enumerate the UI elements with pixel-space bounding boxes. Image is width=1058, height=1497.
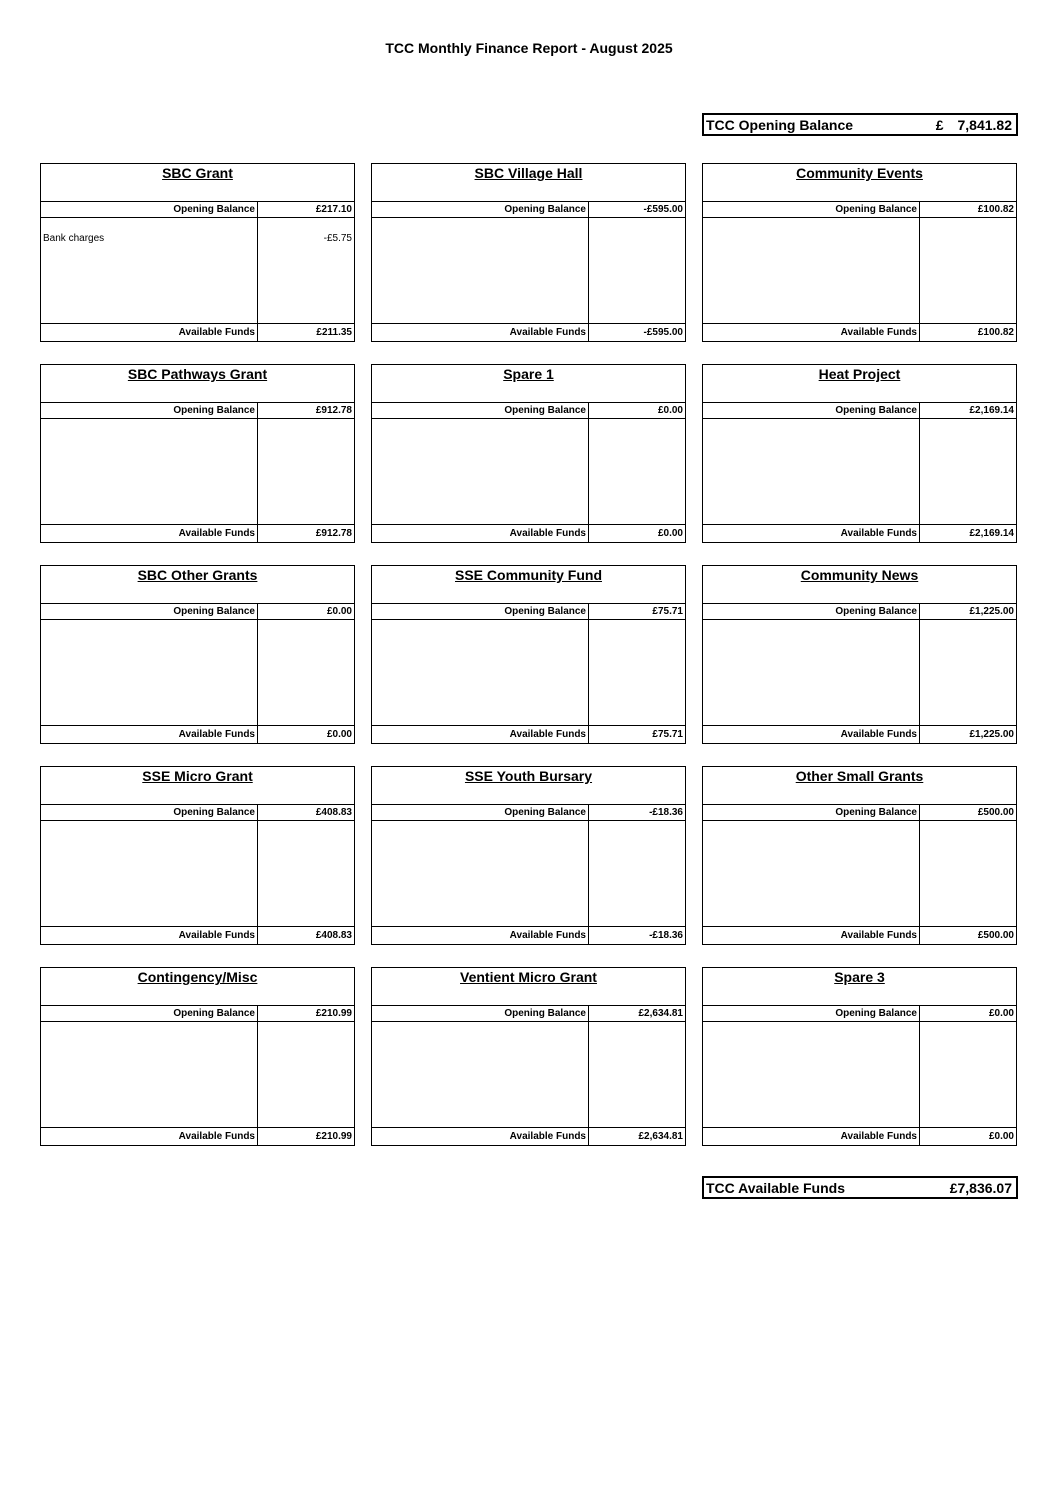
available-funds-value: £75.71: [652, 729, 683, 740]
fund-title: SSE Micro Grant: [41, 767, 354, 805]
available-funds-row: [703, 324, 1016, 341]
fund-panel: [40, 163, 355, 342]
fund-title: SSE Youth Bursary: [372, 767, 685, 805]
fund-title: SBC Grant: [41, 164, 354, 202]
opening-balance-label: Opening Balance: [41, 403, 258, 418]
available-funds-label: Available Funds: [703, 726, 920, 743]
available-funds-value: £7,836.07: [949, 1179, 1012, 1196]
transaction-descriptions: [41, 218, 258, 323]
available-funds-label: Available Funds: [703, 525, 920, 542]
fund-title: Contingency/Misc: [41, 968, 354, 1006]
available-funds-row: [703, 1128, 1016, 1145]
opening-balance-row: [372, 202, 685, 218]
transaction-amounts: [920, 419, 1016, 524]
opening-balance-row: [41, 202, 354, 218]
opening-balance-row: [703, 403, 1016, 419]
available-funds-value: £408.83: [315, 930, 352, 941]
opening-balance-value: £408.83: [315, 807, 352, 818]
fund-title: Community Events: [703, 164, 1016, 202]
transactions-area: [703, 620, 1016, 726]
transactions-area: [41, 1022, 354, 1128]
available-funds-value: £100.82: [977, 327, 1014, 338]
available-funds-value: £0.00: [988, 1131, 1014, 1142]
tcc-opening-balance: [702, 113, 1018, 136]
fund-title: SBC Village Hall: [372, 164, 685, 202]
fund-title: SSE Community Fund: [372, 566, 685, 604]
available-funds-label: Available Funds: [372, 726, 589, 743]
available-funds-row: [703, 726, 1016, 743]
fund-panel: [371, 565, 686, 744]
tcc-available-funds: [702, 1176, 1018, 1199]
transaction-amount: -£5.75: [323, 233, 352, 244]
available-funds-row: [372, 324, 685, 341]
transaction-amounts: [589, 620, 685, 725]
opening-balance-row: [41, 805, 354, 821]
opening-balance-row: [703, 805, 1016, 821]
transaction-amounts: [589, 419, 685, 524]
transactions-area: [703, 218, 1016, 324]
opening-balance-value: £1,225.00: [969, 606, 1014, 617]
transaction-descriptions: [41, 620, 258, 725]
available-funds-row: [372, 1128, 685, 1145]
fund-panel: [371, 766, 686, 945]
transactions-area: [703, 419, 1016, 525]
transaction-amounts: [258, 821, 354, 926]
available-funds-value: £1,225.00: [969, 729, 1014, 740]
opening-balance-label: Opening Balance: [372, 202, 589, 217]
transaction-descriptions: [703, 620, 920, 725]
fund-panel: [371, 163, 686, 342]
opening-balance-label: Opening Balance: [703, 403, 920, 418]
fund-panel: [40, 967, 355, 1146]
opening-balance-row: [41, 403, 354, 419]
fund-panel: [702, 364, 1017, 543]
opening-balance-row: [41, 1006, 354, 1022]
opening-balance-label: Opening Balance: [372, 1006, 589, 1021]
transaction-descriptions: [703, 821, 920, 926]
available-funds-label: TCC Available Funds: [706, 1179, 845, 1196]
available-funds-value: £500.00: [977, 930, 1014, 941]
available-funds-label: Available Funds: [41, 324, 258, 341]
available-funds-value: £211.35: [316, 327, 352, 338]
available-funds-label: Available Funds: [41, 525, 258, 542]
available-funds-row: [41, 525, 354, 542]
opening-balance-label: Opening Balance: [703, 805, 920, 820]
opening-balance-label: Opening Balance: [41, 202, 258, 217]
available-funds-value: -£18.36: [649, 930, 683, 941]
opening-balance-label: Opening Balance: [703, 604, 920, 619]
opening-balance-label: TCC Opening Balance: [706, 116, 854, 133]
available-funds-row: [41, 1128, 354, 1145]
transactions-area: [41, 620, 354, 726]
opening-balance-value: £0.00: [988, 1008, 1014, 1019]
opening-balance-label: Opening Balance: [372, 604, 589, 619]
opening-balance-value: 7,841.82: [957, 116, 1012, 133]
available-funds-row: [372, 927, 685, 944]
opening-balance-value: £210.99: [315, 1008, 352, 1019]
available-funds-label: Available Funds: [372, 525, 589, 542]
transactions-area: [372, 821, 685, 927]
available-funds-value: £2,634.81: [638, 1131, 683, 1142]
available-funds-label: Available Funds: [703, 927, 920, 944]
opening-balance-label: Opening Balance: [372, 805, 589, 820]
fund-title: SBC Pathways Grant: [41, 365, 354, 403]
opening-balance-label: Opening Balance: [41, 1006, 258, 1021]
fund-panel: [702, 163, 1017, 342]
transactions-area: [703, 821, 1016, 927]
transaction-descriptions: [703, 218, 920, 323]
transaction-amounts: [589, 1022, 685, 1127]
transaction-descriptions: [372, 218, 589, 323]
opening-balance-value: £0.00: [657, 405, 683, 416]
transaction-descriptions: [41, 1022, 258, 1127]
fund-panel: [702, 766, 1017, 945]
available-funds-label: Available Funds: [703, 324, 920, 341]
transaction-amounts: [920, 1022, 1016, 1127]
transactions-area: [703, 1022, 1016, 1128]
opening-balance-label: Opening Balance: [41, 604, 258, 619]
opening-balance-row: [372, 1006, 685, 1022]
available-funds-row: [41, 726, 354, 743]
available-funds-row: [703, 525, 1016, 542]
opening-balance-row: [703, 604, 1016, 620]
transactions-area: [372, 218, 685, 324]
available-funds-row: [41, 927, 354, 944]
transaction-amounts: [920, 620, 1016, 725]
available-funds-value: £210.99: [315, 1131, 352, 1142]
transaction-amounts: [589, 218, 685, 323]
fund-panel: [40, 565, 355, 744]
available-funds-row: [372, 726, 685, 743]
available-funds-label: Available Funds: [41, 1128, 258, 1145]
available-funds-value: £0.00: [657, 528, 683, 539]
opening-balance-value: £2,169.14: [969, 405, 1014, 416]
fund-panel: [371, 967, 686, 1146]
available-funds-value: £2,169.14: [969, 528, 1014, 539]
opening-balance-row: [372, 604, 685, 620]
available-funds-label: Available Funds: [372, 927, 589, 944]
transactions-area: [41, 821, 354, 927]
transactions-area: [41, 419, 354, 525]
opening-balance-row: [703, 202, 1016, 218]
transactions-area: [372, 419, 685, 525]
fund-panel: [40, 766, 355, 945]
transaction-descriptions: [372, 821, 589, 926]
available-funds-value: £0.00: [326, 729, 352, 740]
available-funds-row: [372, 525, 685, 542]
fund-title: Spare 3: [703, 968, 1016, 1006]
transactions-area: [372, 620, 685, 726]
opening-balance-value: £100.82: [977, 204, 1014, 215]
transaction-descriptions: [372, 419, 589, 524]
transaction-amounts: [258, 620, 354, 725]
opening-balance-row: [372, 805, 685, 821]
report-title: TCC Monthly Finance Report - August 2025: [385, 40, 673, 56]
available-funds-row: [703, 927, 1016, 944]
available-funds-label: Available Funds: [41, 927, 258, 944]
opening-balance-label: Opening Balance: [372, 403, 589, 418]
opening-balance-row: [372, 403, 685, 419]
available-funds-label: Available Funds: [372, 1128, 589, 1145]
transaction-descriptions: [372, 1022, 589, 1127]
fund-title: Ventient Micro Grant: [372, 968, 685, 1006]
available-funds-row: [41, 324, 354, 341]
opening-balance-value: £217.10: [315, 204, 352, 215]
transaction-amounts: [920, 821, 1016, 926]
transaction-amounts: [258, 419, 354, 524]
fund-panel: [702, 565, 1017, 744]
transaction-descriptions: [41, 419, 258, 524]
available-funds-value: £912.78: [315, 528, 352, 539]
opening-balance-row: [703, 1006, 1016, 1022]
transaction-descriptions: [703, 1022, 920, 1127]
transaction-amounts: [258, 218, 354, 323]
opening-balance-value: £75.71: [652, 606, 683, 617]
opening-balance-value: £2,634.81: [638, 1008, 683, 1019]
transaction-amounts: [589, 821, 685, 926]
transaction-amounts: [258, 1022, 354, 1127]
currency-symbol: £: [935, 116, 944, 133]
fund-title: Heat Project: [703, 365, 1016, 403]
transactions-area: [372, 1022, 685, 1128]
opening-balance-label: Opening Balance: [703, 202, 920, 217]
fund-panel: [40, 364, 355, 543]
transaction-descriptions: [703, 419, 920, 524]
opening-balance-value: -£18.36: [649, 807, 683, 818]
fund-panel: [702, 967, 1017, 1146]
available-funds-label: Available Funds: [703, 1128, 920, 1145]
opening-balance-label: Opening Balance: [703, 1006, 920, 1021]
available-funds-label: Available Funds: [372, 324, 589, 341]
fund-panels-grid: [40, 163, 1017, 1146]
fund-panel: [371, 364, 686, 543]
transactions-area: [41, 218, 354, 324]
opening-balance-value: £500.00: [977, 807, 1014, 818]
fund-title: Other Small Grants: [703, 767, 1016, 805]
available-funds-value: -£595.00: [643, 327, 683, 338]
transaction-description: Bank charges: [43, 233, 105, 244]
available-funds-label: Available Funds: [41, 726, 258, 743]
transaction-descriptions: [372, 620, 589, 725]
fund-title: SBC Other Grants: [41, 566, 354, 604]
opening-balance-value: -£595.00: [643, 204, 683, 215]
fund-title: Spare 1: [372, 365, 685, 403]
opening-balance-label: Opening Balance: [41, 805, 258, 820]
opening-balance-row: [41, 604, 354, 620]
transaction-descriptions: [41, 821, 258, 926]
transaction-amounts: [920, 218, 1016, 323]
opening-balance-value: £912.78: [315, 405, 352, 416]
opening-balance-value: £0.00: [326, 606, 352, 617]
fund-title: Community News: [703, 566, 1016, 604]
